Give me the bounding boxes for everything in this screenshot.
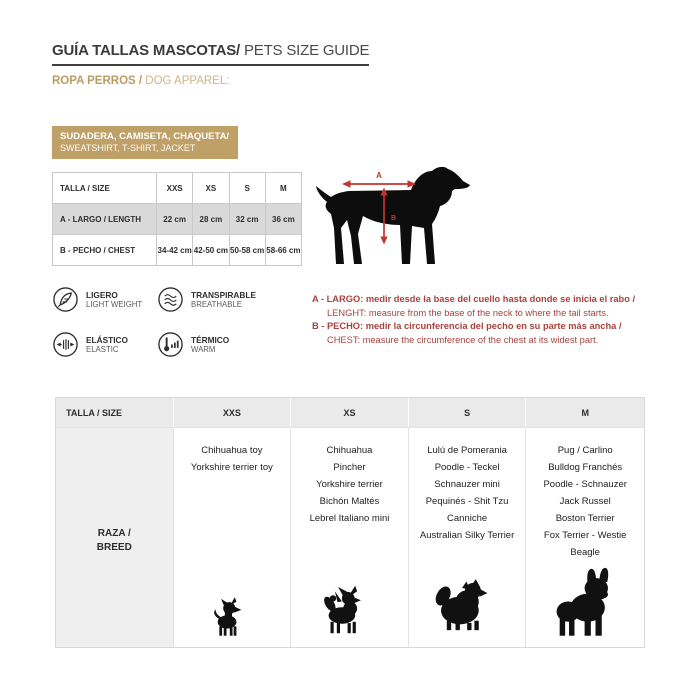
length-row-label: A - LARGO / LENGTH: [53, 204, 157, 235]
breed-item: Jack Russel: [559, 496, 611, 507]
product-category-box: [52, 126, 238, 159]
note-length-en: [312, 307, 690, 321]
feature-lightweight: [52, 286, 142, 313]
breed-item: Poodle - Schnauzer: [543, 479, 627, 490]
note-chest-prefix: B - PECHO:: [312, 321, 364, 332]
garment-size-table: [52, 172, 302, 266]
feature-elastic: [52, 331, 128, 358]
breed-cell-xs: [291, 427, 409, 647]
feature-lightweight-en: LIGHT WEIGHT: [86, 299, 143, 309]
breed-cell-m: [526, 427, 644, 647]
length-row: [53, 204, 302, 235]
length-arrow-label: A: [376, 171, 382, 180]
breed-item: Pincher: [333, 462, 366, 473]
length-s: 32 cm: [229, 204, 265, 235]
breed-item: Chihuahua: [326, 445, 373, 456]
breed-item: Bulldog Franchés: [548, 462, 623, 473]
feature-breathable-en: BREATHABLE: [191, 299, 242, 309]
chest-s: 50-58 cm: [229, 235, 265, 266]
feature-elastic-es: ELÁSTICO: [86, 334, 128, 345]
breed-item: Pug / Carlino: [557, 445, 613, 456]
elastic-stretch-icon: [52, 331, 79, 358]
header: [52, 42, 369, 87]
feature-warm-en: WARM: [191, 344, 216, 354]
feature-warm: [157, 331, 229, 358]
breed-row-label-line2: BREED: [96, 541, 132, 553]
size-table-header-label: TALLA / SIZE: [53, 173, 157, 204]
note-length-text-en: measure from the base of the neck to where the tail starts.: [366, 307, 609, 318]
breed-item: Poodle - Teckel: [434, 462, 500, 473]
page-subtitle: [52, 75, 369, 87]
length-arrow: [342, 171, 416, 188]
chest-row-label: B - PECHO / CHEST: [53, 235, 157, 266]
note-length-prefix: A - LARGO:: [312, 294, 364, 304]
product-names-en: SWEATSHIRT, T-SHIRT, JACKET: [60, 142, 196, 153]
measurement-dog-diagram: [313, 164, 485, 272]
measuring-notes: [312, 293, 690, 347]
breed-item: Schnauzer mini: [434, 479, 500, 490]
breed-list-m: [543, 442, 626, 561]
length-m: 36 cm: [265, 204, 301, 235]
breed-item: Lulú de Pomerania: [427, 445, 507, 456]
breed-size-table: [55, 397, 645, 648]
note-chest-prefix-en: CHEST:: [327, 334, 361, 345]
feature-lightweight-es: LIGERO: [86, 289, 118, 300]
feature-breathable: [157, 286, 256, 313]
breed-item: Lebrel Italiano mini: [309, 513, 390, 524]
breed-header-m: M: [526, 398, 644, 427]
feature-warm-es: TÉRMICO: [191, 334, 230, 345]
breed-item: Beagle: [570, 547, 600, 558]
breed-item: Pequinés - Shit Tzu: [425, 496, 509, 507]
breed-item: Chihuahua toy: [201, 445, 263, 456]
breed-item: Boston Terrier: [555, 513, 615, 524]
note-chest-en: [312, 334, 690, 348]
breed-header-xs: XS: [291, 398, 409, 427]
page-title-es: GUÍA TALLAS MASCOTAS/: [52, 42, 241, 59]
page-title-en: PETS SIZE GUIDE: [240, 42, 370, 59]
breed-header-s: S: [409, 398, 527, 427]
chest-xxs: 34-42 cm: [157, 235, 193, 266]
breed-list-xxs: [191, 442, 273, 476]
breed-header-label: TALLA / SIZE: [56, 398, 174, 427]
breed-list-xs: [310, 442, 390, 527]
note-chest-text-en: measure the circumference of the chest at its widest part.: [360, 334, 599, 345]
feature-elastic-en: ELASTIC: [86, 344, 119, 354]
breed-table-header: [56, 398, 644, 427]
length-xs: 28 cm: [193, 204, 229, 235]
chest-row: [53, 235, 302, 266]
breed-list-s: [420, 442, 514, 544]
breed-cell-s: [409, 427, 527, 647]
chest-m: 58-66 cm: [265, 235, 301, 266]
chest-arrow-label: B: [391, 215, 397, 222]
size-col-xxs: XXS: [157, 173, 193, 204]
breed-row-label-line1: RAZA /: [97, 527, 131, 539]
breathable-weave-icon: [157, 286, 184, 313]
pomeranian-silhouette: [433, 577, 502, 639]
note-length-text-es: medir desde la base del cuello hasta donde se inicia el rabo /: [363, 294, 636, 304]
note-length-es: [312, 293, 690, 307]
papillon-silhouette: [321, 585, 378, 639]
note-chest-es: [312, 320, 690, 334]
chihuahua-silhouette: [210, 595, 254, 639]
breed-item: Bichón Maltés: [319, 496, 380, 507]
chest-xs: 42-50 cm: [193, 235, 229, 266]
size-col-s: S: [229, 173, 265, 204]
length-xxs: 22 cm: [157, 204, 193, 235]
breed-header-xxs: XXS: [174, 398, 292, 427]
thermometer-warm-icon: [157, 331, 184, 358]
breed-item: Yorkshire terrier: [316, 479, 383, 490]
page-title: [52, 42, 369, 66]
size-table-header-row: [53, 173, 302, 204]
breed-row-label-cell: [56, 427, 174, 647]
feature-breathable-es: TRANSPIRABLE: [191, 289, 256, 300]
page-subtitle-es: ROPA PERROS /: [52, 75, 146, 87]
breed-cell-xxs: [174, 427, 292, 647]
product-names-es: SUDADERA, CAMISETA, CHAQUETA/: [60, 131, 230, 142]
breed-item: Australian Silky Terrier: [419, 530, 515, 541]
french-bulldog-silhouette: [548, 567, 622, 639]
size-col-xs: XS: [193, 173, 229, 204]
breed-item: Fox Terrier - Westie: [543, 530, 627, 541]
breed-table-body: [56, 427, 644, 647]
note-length-prefix-en: LENGHT:: [327, 307, 367, 318]
breed-item: Canniche: [447, 513, 488, 524]
size-col-m: M: [265, 173, 301, 204]
feather-lightweight-icon: [52, 286, 79, 313]
breed-item: Yorkshire terrier toy: [190, 462, 273, 473]
page-subtitle-en: DOG APPAREL:: [145, 75, 230, 87]
note-chest-text-es: medir la circunferencia del pecho en su parte más ancha /: [363, 321, 622, 332]
